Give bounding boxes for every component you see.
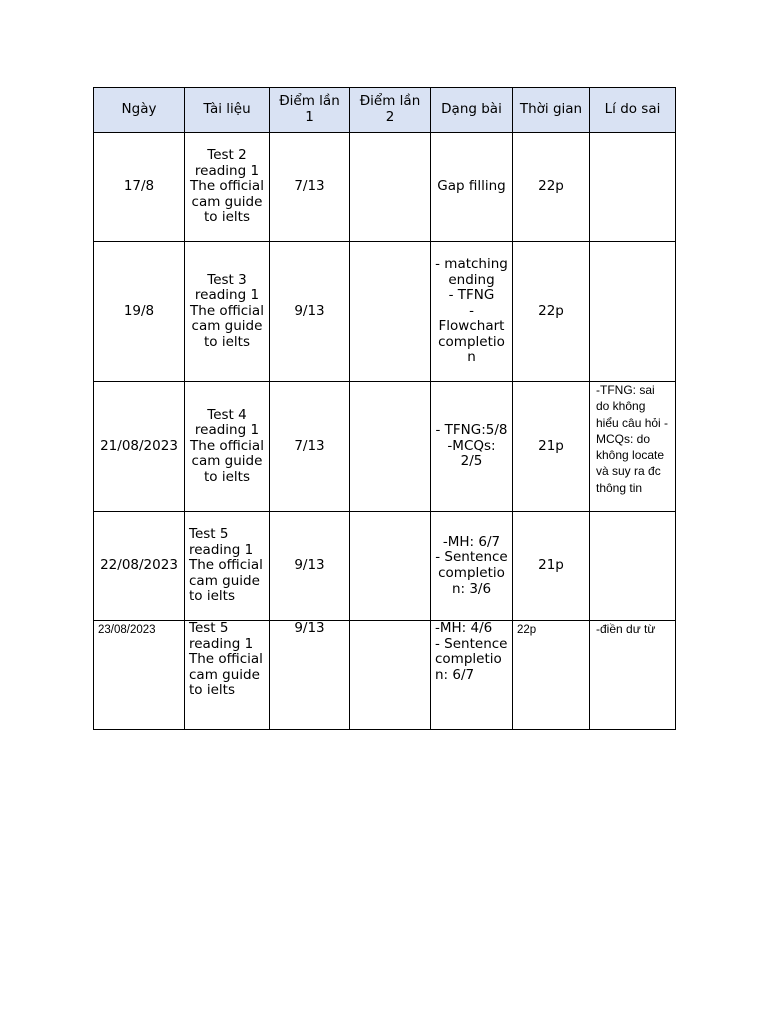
- mistake-reason-cell: -điền dư từ: [590, 621, 676, 730]
- date-cell: 17/8: [94, 133, 185, 242]
- question-type-cell: - TFNG:5/8 -MCQs: 2/5: [431, 382, 513, 512]
- date-cell: 22/08/2023: [94, 512, 185, 621]
- mistake-reason-cell: [590, 242, 676, 382]
- score-2-cell: [350, 382, 431, 512]
- table-row: [94, 133, 676, 242]
- question-type-cell: Gap filling: [431, 133, 513, 242]
- question-type-cell: - matching ending - TFNG - Flowchart completion: [431, 242, 513, 382]
- date-cell: 21/08/2023: [94, 382, 185, 512]
- score-2-cell: [350, 133, 431, 242]
- score-2-cell: [350, 242, 431, 382]
- study-log-table: [93, 87, 676, 730]
- date-cell: 19/8: [94, 242, 185, 382]
- score-1-cell: 9/13: [270, 242, 350, 382]
- score-2-cell: [350, 512, 431, 621]
- score-2-cell: [350, 621, 431, 730]
- header-mistake-reason: Lí do sai: [590, 88, 676, 133]
- question-type-cell: -MH: 4/6 - Sentence completion: 6/7: [431, 621, 513, 730]
- question-type-cell: -MH: 6/7 - Sentence completion: 3/6: [431, 512, 513, 621]
- time-cell: 22p: [513, 242, 590, 382]
- material-cell: Test 2 reading 1 The official cam guide to ielts: [185, 133, 270, 242]
- material-cell: Test 5 reading 1 The official cam guide to ielts: [185, 621, 270, 730]
- material-cell: Test 4 reading 1 The official cam guide to ielts: [185, 382, 270, 512]
- time-cell: 22p: [513, 621, 590, 730]
- score-1-cell: 9/13: [270, 512, 350, 621]
- table-row: [94, 621, 676, 730]
- time-cell: 21p: [513, 512, 590, 621]
- header-row: [94, 88, 676, 133]
- material-cell: Test 5 reading 1 The official cam guide to ielts: [185, 512, 270, 621]
- time-cell: 22p: [513, 133, 590, 242]
- score-1-cell: 9/13: [270, 621, 350, 730]
- score-1-cell: 7/13: [270, 133, 350, 242]
- score-1-cell: 7/13: [270, 382, 350, 512]
- header-score-2: Điểm lần 2: [350, 88, 431, 133]
- table-row: [94, 382, 676, 512]
- mistake-reason-cell: [590, 512, 676, 621]
- table-row: [94, 242, 676, 382]
- date-cell: 23/08/2023: [94, 621, 185, 730]
- header-material: Tài liệu: [185, 88, 270, 133]
- material-cell: Test 3 reading 1 The official cam guide to ielts: [185, 242, 270, 382]
- header-time: Thời gian: [513, 88, 590, 133]
- mistake-reason-cell: -TFNG: sai do không hiểu câu hỏi -MCQs: do không locate và suy ra đc thông tin: [590, 382, 676, 512]
- mistake-reason-cell: [590, 133, 676, 242]
- table-row: [94, 512, 676, 621]
- header-question-type: Dạng bài: [431, 88, 513, 133]
- header-score-1: Điểm lần 1: [270, 88, 350, 133]
- header-date: Ngày: [94, 88, 185, 133]
- time-cell: 21p: [513, 382, 590, 512]
